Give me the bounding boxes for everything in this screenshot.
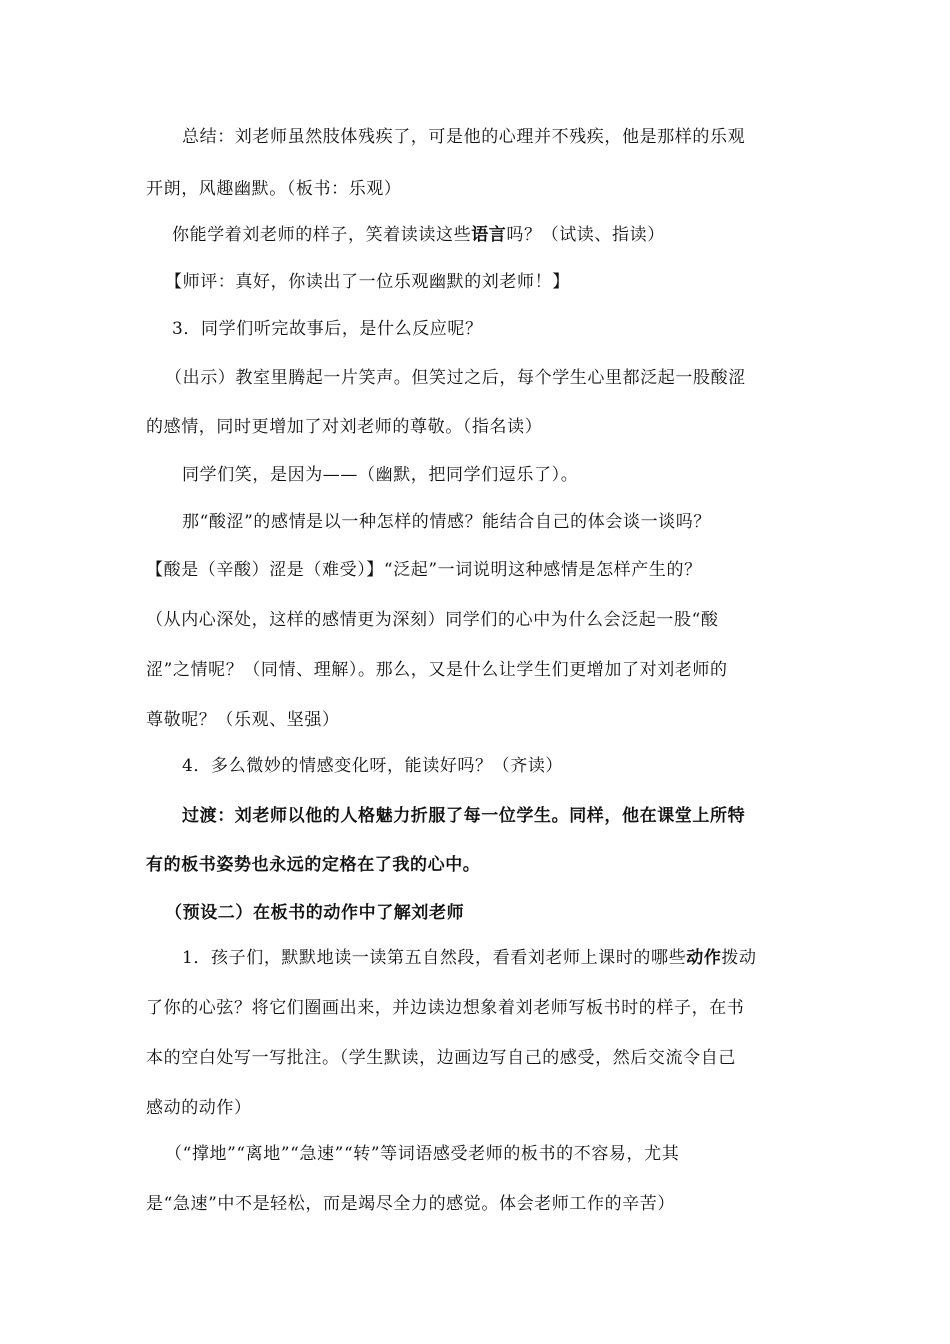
section-heading: （预设二）在板书的动作中了解刘老师: [165, 903, 465, 923]
summary-line-2: 开朗，风趣幽默。（板书：乐观）: [146, 179, 402, 199]
task-line-1-tail: 拨动: [721, 948, 757, 968]
feeling-line-3: （从内心深处，这样的感情更为深刻）同学们的心中为什么会泛起一股“酸: [146, 610, 719, 630]
task-line-1-text: 1．孩子们，默默地读一读第五自然段，看看刘老师上课时的哪些: [182, 948, 687, 968]
feeling-line-4: 涩”之情呢？（同情、理解）。那么，又是什么让学生们更增加了对刘老师的: [146, 660, 728, 680]
actions-line-2: 是“急速”中不是轻松，而是竭尽全力的感觉。体会老师工作的辛苦）: [146, 1194, 675, 1214]
feeling-line-5: 尊敬呢？（乐观、坚强）: [146, 710, 340, 730]
task-line-1-bold: 动作: [686, 948, 722, 968]
read-prompt-line: [172, 224, 842, 246]
question-3: 3．同学们听完故事后，是什么反应呢？: [172, 319, 483, 339]
excerpt-line-1: （出示）教室里腾起一片笑声。但笑过之后，每个学生心里都泛起一股酸涩: [165, 368, 746, 388]
read-prompt-tail: 吗？（试读、指读）: [506, 225, 665, 245]
task-line-4: 感动的动作）: [146, 1098, 252, 1118]
task-line-3: 本的空白处写一写批注。（学生默读，边画边写自己的感受，然后交流令自己: [146, 1048, 736, 1068]
laugh-reason: 同学们笑，是因为——（幽默，把同学们逗乐了）。: [182, 465, 579, 485]
read-prompt-text: 你能学着刘老师的样子，笑着读读这些: [172, 225, 472, 245]
feeling-line-1: 那“酸涩”的感情是以一种怎样的情感？能结合自己的体会谈一谈吗？: [182, 512, 711, 532]
excerpt-line-2: 的感情，同时更增加了对刘老师的尊敬。（指名读）: [146, 417, 543, 437]
task-line-1: [182, 947, 852, 969]
summary-line-1: 总结：刘老师虽然肢体残疾了，可是他的心理并不残疾，他是那样的乐观: [182, 127, 746, 147]
question-4: 4．多么微妙的情感变化呀，能读好吗？（齐读）: [182, 756, 564, 776]
task-line-2: 了你的心弦？将它们圈画出来，并边读边想象着刘老师写板书时的样子，在书: [146, 998, 745, 1018]
teacher-comment: 【师评：真好，你读出了一位乐观幽默的刘老师！】: [165, 272, 570, 292]
transition-line-2: 有的板书姿势也永远的定格在了我的心中。: [146, 855, 481, 875]
transition-line-1: 过渡：刘老师以他的人格魅力折服了每一位学生。同样，他在课堂上所特: [182, 806, 746, 826]
read-prompt-bold: 语言: [471, 225, 507, 245]
feeling-line-2: 【酸是（辛酸）涩是（难受）】“泛起”一词说明这种感情是怎样产生的？: [146, 560, 702, 580]
actions-line-1: （“撑地”“离地”“急速”“转”等词语感受老师的板书的不容易，尤其: [165, 1144, 680, 1164]
